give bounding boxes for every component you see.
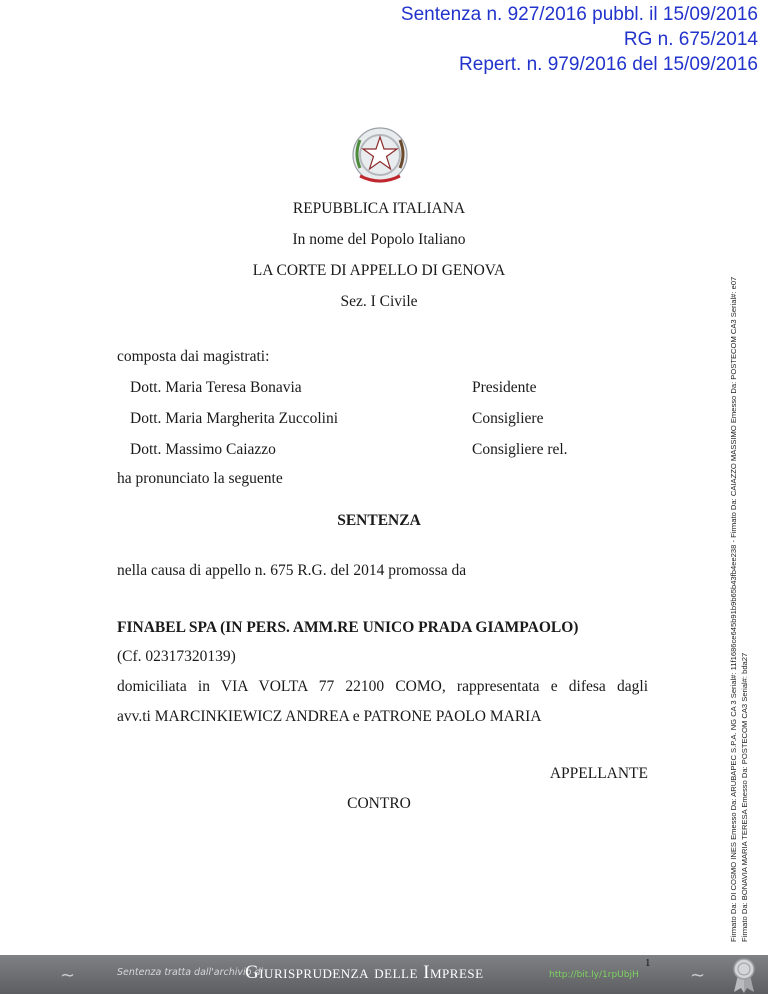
- judge-role: Consigliere: [472, 410, 544, 427]
- judge-name: Dott. Maria Teresa Bonavia: [130, 379, 302, 396]
- swirl-ornament-icon: ∼: [60, 965, 76, 986]
- signature-line: Firmato Da: BONAVIA MARIA TERESA Emesso Da: POSTECOM CA3 Serial#: bda27: [740, 652, 749, 942]
- judge-role: Consigliere rel.: [472, 441, 568, 458]
- composition-intro: composta dai magistrati:: [117, 348, 270, 365]
- contro-heading: CONTRO: [347, 795, 411, 812]
- party-tax-code: (Cf. 02317320139): [117, 648, 236, 665]
- page-number: 1: [645, 957, 651, 969]
- publication-stamp: [401, 2, 758, 77]
- stamp-sentence-line: Sentenza n. 927/2016 pubbl. il 15/09/2016: [400, 4, 758, 25]
- judge-name: Dott. Maria Margherita Zuccolini: [130, 410, 339, 427]
- party-lawyers: avv.ti MARCINKIEWICZ ANDREA e PATRONE PAOLO MARIA: [117, 708, 542, 725]
- swirl-ornament-icon: ∼: [690, 965, 706, 986]
- archive-brand: Giurisprudenza delle Imprese: [245, 962, 484, 983]
- signature-line: Firmato Da: DI COSMO INES Emesso Da: ARUBAPEC S.P.A. NG CA 3 Serial#: 11f1686ce645b91b9b65b43fb4ee238 - Firmato Da: CAIAZZO MASSIMO Emesso Da: POSTECOM CA3 Serial#: e07: [729, 276, 738, 942]
- case-line: nella causa di appello n. 675 R.G. del 2014 promossa da: [117, 562, 467, 579]
- judge-name: Dott. Massimo Caiazzo: [130, 441, 276, 458]
- stamp-rg-line: RG n. 675/2014: [623, 29, 758, 50]
- ribbon-badge-icon: [730, 957, 758, 993]
- party-domicile: domiciliata in VIA VOLTA 77 22100 COMO, rappresentata e difesa dagli: [117, 678, 648, 695]
- court-name: LA CORTE DI APPELLO DI GENOVA: [252, 262, 506, 279]
- court-section: Sez. I Civile: [340, 293, 418, 310]
- digital-signatures: [728, 142, 750, 942]
- archive-label: Sentenza tratta dall'archivio di: [117, 967, 264, 978]
- stamp-repert-line: Repert. n. 979/2016 del 15/09/2016: [459, 54, 758, 75]
- italian-republic-emblem-icon: [348, 124, 412, 190]
- archive-link[interactable]: http://bit.ly/1rpUbjH: [549, 970, 639, 980]
- sentence-title: SENTENZA: [337, 512, 421, 529]
- people-invocation: In nome del Popolo Italiano: [292, 231, 466, 248]
- judge-role: Presidente: [472, 379, 537, 396]
- republic-heading: REPUBBLICA ITALIANA: [292, 200, 466, 217]
- pronounced-line: ha pronunciato la seguente: [117, 470, 283, 487]
- party-role: APPELLANTE: [549, 765, 648, 782]
- party-name: FINABEL SPA (IN PERS. AMM.RE UNICO PRADA GIAMPAOLO): [117, 619, 579, 636]
